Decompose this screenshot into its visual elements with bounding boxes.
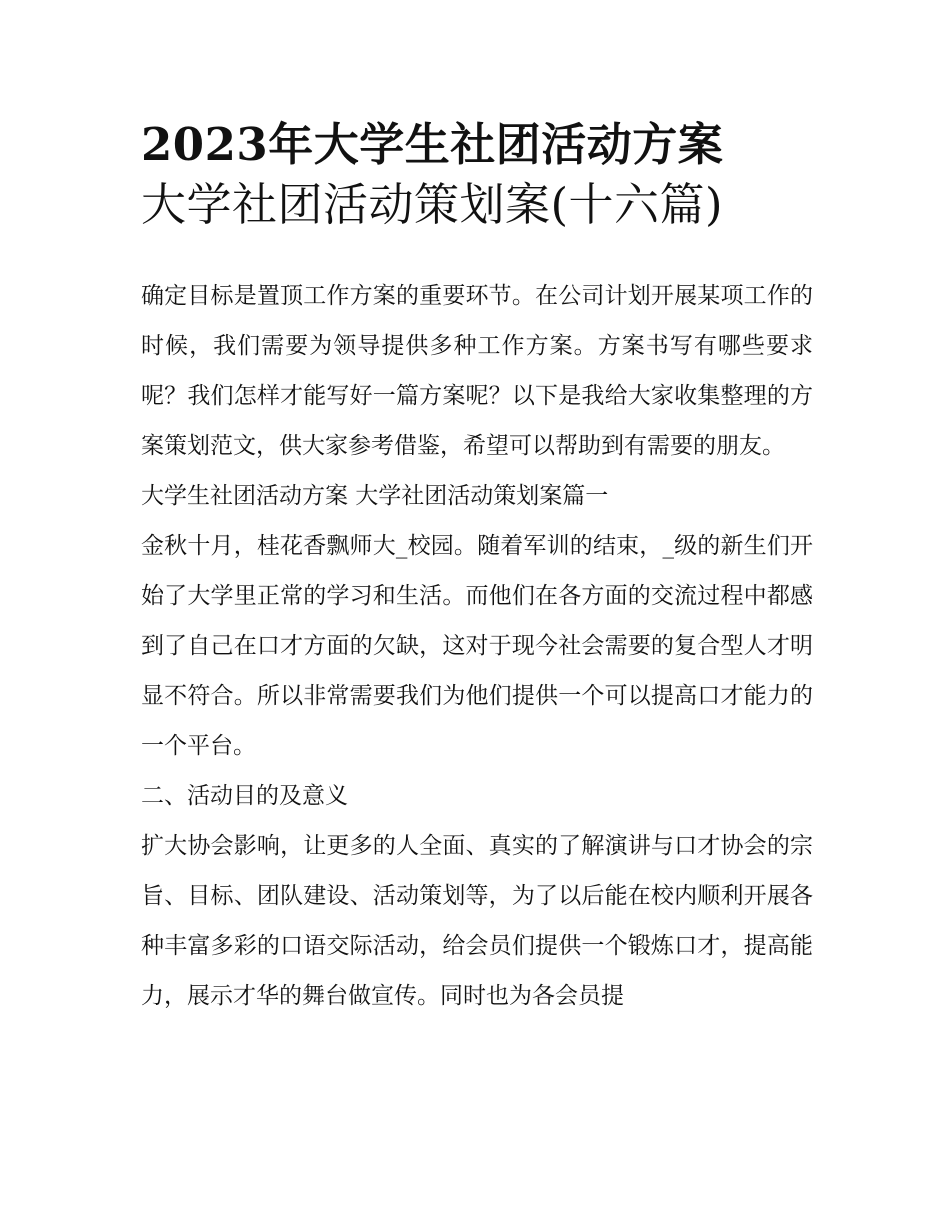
document-title xyxy=(141,118,813,240)
title-line-1: 2023年大学生社团活动方案 xyxy=(141,118,724,171)
section-heading-2: 二、活动目的及意义 xyxy=(141,783,348,809)
document-body xyxy=(141,271,813,1021)
purpose-paragraph: 扩大协会影响，让更多的人全面、真实的了解演讲与口才协会的宗旨、目标、团队建设、活动策划等，为了以后能在校内顺利开展各种丰富多彩的口语交际活动，给会员们提供一个锻炼口才，提高能力，展示才华的舞台做宣传。同时也为各会员提 xyxy=(141,833,813,1009)
background-paragraph: 金秋十月，桂花香飘师大_校园。随着军训的结束，_级的新生们开始了大学里正常的学习和生活。而他们在各方面的交流过程中都感到了自己在口才方面的欠缺，这对于现今社会需要的复合型人才明显不符合。所以非常需要我们为他们提供一个可以提高口才能力的一个平台。 xyxy=(141,533,813,759)
title-line-2: 大学社团活动策划案(十六篇) xyxy=(141,178,724,231)
intro-paragraph: 确定目标是置顶工作方案的重要环节。在公司计划开展某项工作的时候，我们需要为领导提供多种工作方案。方案书写有哪些要求呢？我们怎样才能写好一篇方案呢？以下是我给大家收集整理的方案策划范文，供大家参考借鉴，希望可以帮助到有需要的朋友。 xyxy=(141,283,813,459)
section-heading-1: 大学生社团活动方案 大学社团活动策划案篇一 xyxy=(141,483,609,509)
document-content xyxy=(141,118,813,1021)
